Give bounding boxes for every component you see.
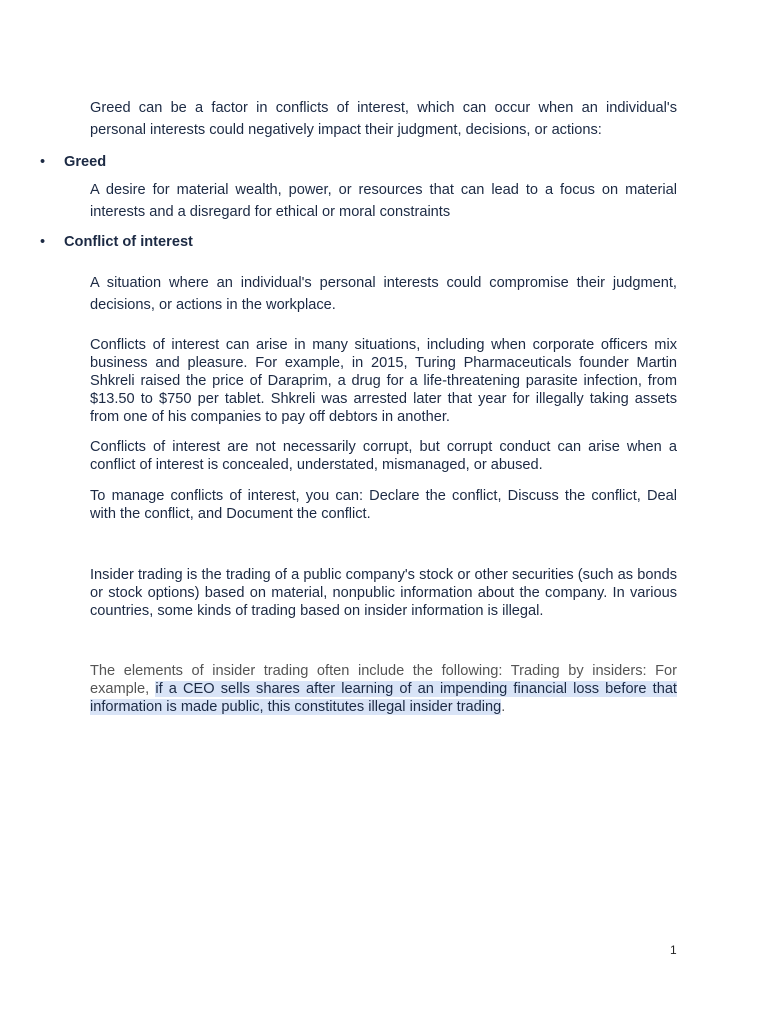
bullet-title-greed: Greed xyxy=(64,154,107,170)
page-number: 1 xyxy=(670,943,677,957)
bullet-greed xyxy=(40,153,106,171)
manage-paragraph: To manage conflicts of interest, you can: Declare the conflict, Discuss the conflict, Deal with the conflict, and Document the conflict. xyxy=(90,488,677,522)
shkreli-paragraph: Conflicts of interest can arise in many situations, including when corporate officers mix business and pleasure. For example, in 2015, Turing Pharmaceuticals founder Martin Shkreli raised the price of Daraprim, a drug for a life-threatening parasite infection, from $13.50 to $750 per tablet. Shkreli was arrested later that year for illegally taking assets from one of his companies to pay off debtors in another. xyxy=(90,337,677,425)
bullet-dot: • xyxy=(40,234,46,250)
intro-paragraph: Greed can be a factor in conflicts of interest, which can occur when an individual's personal interests could negatively impact their judgment, decisions, or actions: xyxy=(90,100,677,138)
corruption-paragraph: Conflicts of interest are not necessarily corrupt, but corrupt conduct can arise when a conflict of interest is concealed, understated, mismanaged, or abused. xyxy=(90,439,677,473)
insider-elements-paragraph xyxy=(90,662,677,716)
insider-tail-text: . xyxy=(501,699,506,715)
bullet-dot: • xyxy=(40,154,46,170)
conflict-definition: A situation where an individual's personal interests could compromise their judgment, decisions, or actions in the workplace. xyxy=(90,275,677,313)
bullet-title-conflict: Conflict of interest xyxy=(64,234,193,250)
insider-lead-text: The elements of insider trading often include the following: Trading by insiders: For example, xyxy=(90,663,677,697)
highlighted-text: if a CEO sells shares after learning of an impending financial loss before that information is made public, this constitutes illegal insider trading xyxy=(90,681,677,715)
insider-trading-paragraph: Insider trading is the trading of a public company's stock or other securities (such as bonds or stock options) based on material, nonpublic information about the company. In various countries, some kinds of trading based on insider information is illegal. xyxy=(90,567,677,619)
bullet-conflict-of-interest xyxy=(40,233,193,251)
greed-definition: A desire for material wealth, power, or resources that can lead to a focus on material interests and a disregard for ethical or moral constraints xyxy=(90,182,677,220)
